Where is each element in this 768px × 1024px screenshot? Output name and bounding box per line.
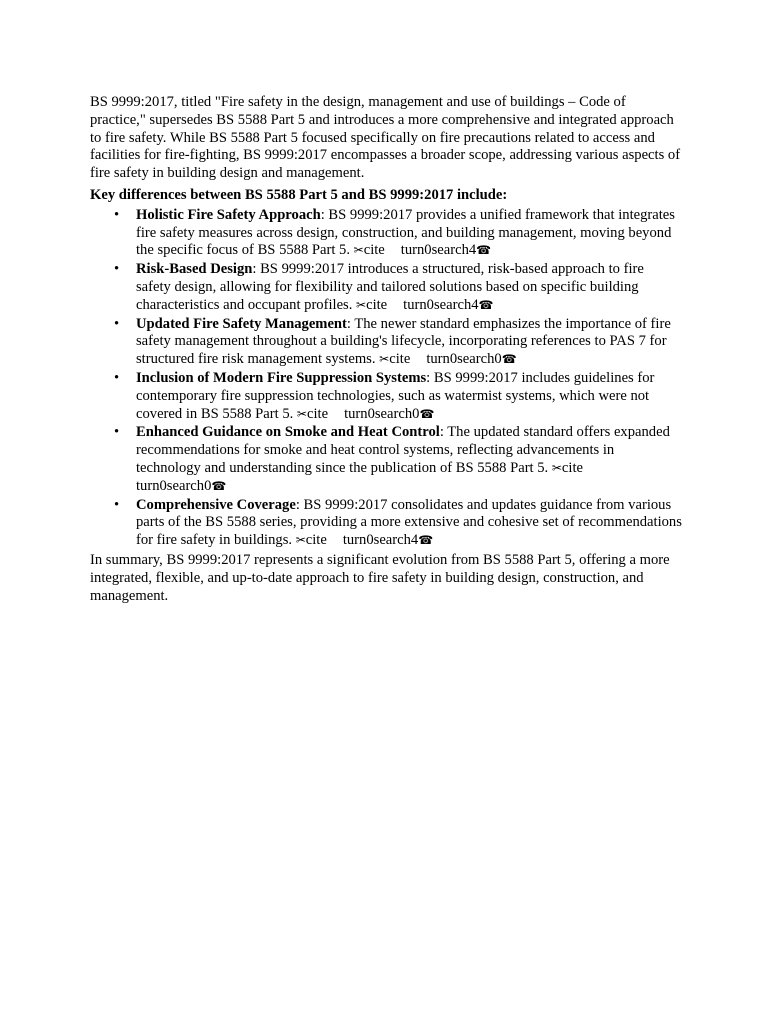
item-text: : The newer standard emphasizes the importance of fire safety management throughout a building's lifecycle, incorporating references to PAS 7 for structured fire risk management systems.	[136, 315, 671, 368]
item-term: Comprehensive Coverage	[136, 496, 296, 513]
cite-label: cite	[305, 532, 327, 549]
list-item	[114, 424, 682, 495]
bullet: •	[114, 424, 120, 441]
scissors-icon: ✂	[295, 533, 306, 548]
cite-ref: turn0search0	[344, 405, 420, 422]
telephone-icon: ☎	[211, 478, 227, 493]
item-text: : BS 9999:2017 consolidates and updates guidance from various parts of the BS 5588 series, providing a more extensive and cohesive set of recommendations for fire safety in buildings.	[136, 496, 682, 549]
cite-label: cite	[389, 351, 411, 368]
list-item	[114, 206, 682, 260]
telephone-icon: ☎	[476, 243, 492, 258]
item-term: Updated Fire Safety Management	[136, 315, 347, 332]
scissors-icon: ✂	[296, 406, 307, 421]
document-page	[90, 94, 682, 609]
item-text: : The updated standard offers expanded recommendations for smoke and heat control systems, reflecting advancements in technology and understanding since the publication of BS 5588 Part 5.	[136, 424, 670, 476]
differences-list	[90, 207, 682, 550]
bullet: •	[114, 206, 120, 223]
scissors-icon: ✂	[551, 460, 562, 475]
cite-ref: turn0search0	[136, 477, 212, 494]
list-item	[114, 261, 682, 314]
bullet: •	[114, 369, 120, 386]
item-text: : BS 9999:2017 includes guidelines for contemporary fire suppression technologies, such as watermist systems, which were not covered in BS 5588 Part 5.	[136, 369, 655, 422]
cite-label: cite	[366, 296, 388, 313]
bullet: •	[114, 496, 120, 513]
differences-heading: Key differences between BS 5588 Part 5 and BS 9999:2017 include:	[90, 186, 508, 203]
telephone-icon: ☎	[418, 533, 434, 548]
item-term: Enhanced Guidance on Smoke and Heat Control	[136, 424, 440, 441]
item-term: Risk-Based Design	[136, 261, 253, 278]
cite-ref: turn0search4	[342, 532, 419, 549]
list-item	[114, 369, 682, 423]
cite-ref: turn0search0	[426, 351, 502, 368]
scissors-icon: ✂	[379, 352, 390, 367]
summary-paragraph: In summary, BS 9999:2017 represents a significant evolution from BS 5588 Part 5, offering a more integrated, flexible, and up-to-date approach to fire safety in building design, construction, and management.	[90, 551, 670, 604]
item-term: Holistic Fire Safety Approach	[136, 206, 321, 223]
list-item	[114, 496, 682, 550]
telephone-icon: ☎	[501, 352, 517, 367]
item-text: : BS 9999:2017 introduces a structured, risk-based approach to fire safety design, allowing for flexibility and tailored solutions based on specific building characteristics and occupant profiles.	[136, 261, 644, 313]
list-item	[114, 315, 682, 369]
scissors-icon: ✂	[353, 243, 364, 258]
bullet: •	[114, 315, 120, 332]
intro-paragraph: BS 9999:2017, titled "Fire safety in the design, management and use of buildings – Code of practice," supersedes BS 5588 Part 5 and introduces a more comprehensive and integrated approach to fire safety. While BS 5588 Part 5 focused specifically on fire precautions related to access and facilities for fire-fighting, BS 9999:2017 encompasses a broader scope, addressing various aspects of fire safety in building design and management.	[90, 94, 681, 182]
telephone-icon: ☎	[478, 297, 494, 312]
cite-label: cite	[306, 405, 329, 422]
cite-label: cite	[363, 242, 385, 259]
telephone-icon: ☎	[419, 406, 435, 421]
cite-label: cite	[561, 459, 583, 476]
bullet: •	[114, 261, 120, 278]
cite-ref: turn0search4	[403, 296, 479, 313]
item-term: Inclusion of Modern Fire Suppression Systems	[136, 369, 427, 386]
cite-ref: turn0search4	[400, 242, 477, 259]
scissors-icon: ✂	[356, 297, 367, 312]
item-text: : BS 9999:2017 provides a unified framework that integrates fire safety measures across design, construction, and building management, moving beyond the specific focus of BS 5588 Part 5.	[136, 206, 675, 259]
